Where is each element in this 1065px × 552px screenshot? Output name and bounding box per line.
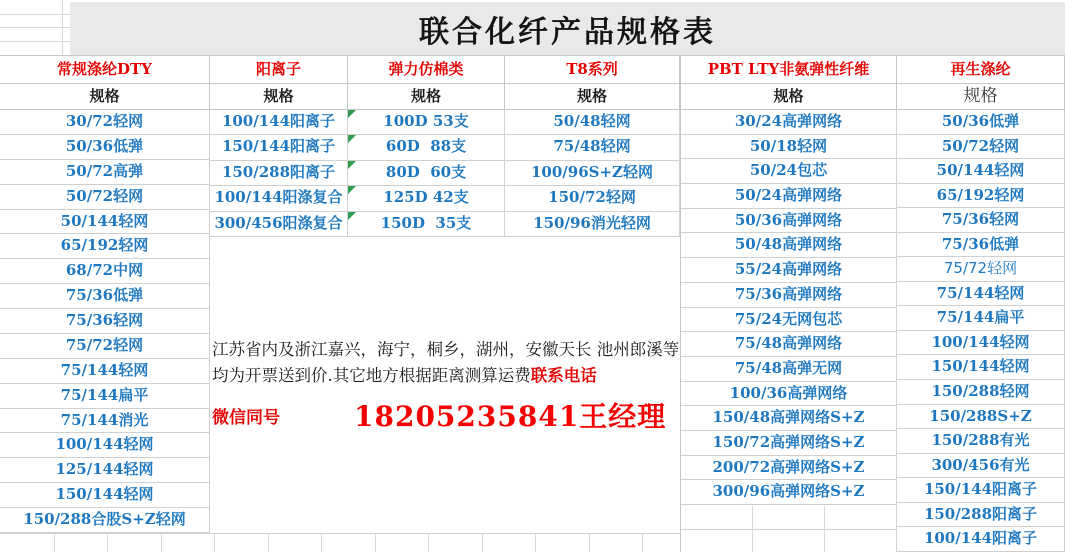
spec-cell[interactable]: 150/288合股S+Z轻网	[0, 508, 210, 533]
gridline	[535, 534, 536, 552]
spec-cell[interactable]: 100/144轻网	[0, 433, 210, 458]
spec-cell[interactable]: 65/192轻网	[0, 234, 210, 259]
gridline	[214, 534, 215, 552]
spec-cell[interactable]: 100D 53支	[348, 110, 505, 135]
spec-cell[interactable]: 300/456有光	[897, 454, 1065, 479]
column-header: 常规涤纶DTY	[0, 55, 210, 84]
delivery-note-text: 均为开票送到价.其它地方根据距离测算运费	[212, 366, 531, 385]
spec-cell[interactable]: 50/48轻网	[505, 110, 680, 135]
delivery-note-line1: 江苏省内及浙江嘉兴，海宁，桐乡，湖州，安徽天长 池州郎溪等	[212, 340, 680, 359]
spec-cell[interactable]: 150/288轻网	[897, 380, 1065, 405]
spec-cell[interactable]: 150/72高弹网络S+Z	[681, 431, 897, 456]
spec-cell[interactable]: 150/144阳离子	[897, 478, 1065, 503]
spec-cell[interactable]: 300/456阳涤复合	[210, 212, 348, 237]
empty-cell[interactable]	[681, 530, 897, 552]
gridline	[0, 27, 70, 28]
gridline	[268, 534, 269, 552]
spec-cell[interactable]: 50/72高弹	[0, 160, 210, 185]
contact-label: 联系电话	[530, 366, 597, 385]
spec-cell[interactable]: 50/72轻网	[0, 185, 210, 210]
column-header: PBT LTY非氨弹性纤维	[681, 55, 897, 84]
gridline	[752, 506, 753, 552]
spec-cell[interactable]: 150/288阳离子	[897, 503, 1065, 528]
spec-cell[interactable]: 75/48轻网	[505, 135, 680, 160]
spec-cell[interactable]: 65/192轻网	[897, 184, 1065, 209]
spec-cell[interactable]: 75/24无网包芯	[681, 308, 897, 333]
page-title: 联合化纤产品规格表	[419, 14, 716, 50]
spec-cell[interactable]: 50/144轻网	[0, 210, 210, 235]
spec-cell[interactable]: 50/144轻网	[897, 159, 1065, 184]
spec-cell[interactable]: 150/144阳离子	[210, 135, 348, 160]
spec-cell[interactable]: 100/36高弹网络	[681, 382, 897, 407]
gridline	[642, 534, 643, 552]
spec-cell[interactable]: 50/36高弹网络	[681, 209, 897, 234]
spec-cell[interactable]: 100/144阳离子	[897, 527, 1065, 552]
column-3	[348, 55, 505, 237]
spec-cell[interactable]: 75/144轻网	[0, 359, 210, 384]
excel-error-triangle-icon	[348, 212, 356, 220]
spec-cell[interactable]: 50/72轻网	[897, 135, 1065, 160]
column-5	[680, 55, 897, 552]
gridline	[0, 14, 70, 15]
spec-cell[interactable]: 50/36低弹	[0, 135, 210, 160]
phone-number: 18205235841王经理	[354, 400, 667, 433]
spec-cell[interactable]: 150/288有光	[897, 429, 1065, 454]
spec-cell[interactable]: 75/36轻网	[0, 309, 210, 334]
spec-cell[interactable]: 75/48高弹网络	[681, 332, 897, 357]
spec-cell[interactable]: 75/36高弹网络	[681, 283, 897, 308]
excel-error-triangle-icon	[348, 161, 356, 169]
spec-cell[interactable]: 100/96S+Z轻网	[505, 161, 680, 186]
excel-error-triangle-icon	[348, 186, 356, 194]
gridline	[824, 506, 825, 552]
spec-cell[interactable]: 125/144轻网	[0, 458, 210, 483]
gridline	[482, 534, 483, 552]
spec-cell[interactable]: 75/36低弹	[0, 284, 210, 309]
notes-area	[212, 337, 679, 432]
spec-cell[interactable]: 50/48高弹网络	[681, 233, 897, 258]
spec-cell[interactable]: 30/72轻网	[0, 110, 210, 135]
wechat-label: 微信同号	[212, 407, 280, 428]
spec-cell[interactable]: 300/96高弹网络S+Z	[681, 480, 897, 505]
spec-cell[interactable]: 75/72轻网	[897, 257, 1065, 282]
spec-cell[interactable]: 100/144阳涤复合	[210, 186, 348, 211]
delivery-note-line2	[212, 363, 679, 389]
column-subheader: 规格	[210, 84, 348, 110]
column-subheader: 规格	[505, 84, 680, 110]
spec-cell[interactable]: 75/144扁平	[897, 306, 1065, 331]
column-header: 再生涤纶	[897, 55, 1065, 84]
spec-cell[interactable]: 75/144消光	[0, 409, 210, 434]
column-subheader: 规格	[897, 84, 1065, 110]
gridline	[161, 534, 162, 552]
spec-cell[interactable]: 150/48高弹网络S+Z	[681, 406, 897, 431]
empty-cell[interactable]	[681, 505, 897, 530]
spec-cell[interactable]: 100/144轻网	[897, 331, 1065, 356]
gridline	[107, 534, 108, 552]
column-4	[505, 55, 680, 237]
spec-cell[interactable]: 150/144轻网	[0, 483, 210, 508]
excel-error-triangle-icon	[348, 110, 356, 118]
spec-cell[interactable]: 75/144扁平	[0, 384, 210, 409]
excel-error-triangle-icon	[348, 135, 356, 143]
gridline	[428, 534, 429, 552]
column-2	[210, 55, 348, 237]
spec-cell[interactable]: 50/24包芯	[681, 159, 897, 184]
column-1	[0, 55, 210, 533]
column-header: 阳离子	[210, 55, 348, 84]
spec-cell[interactable]: 30/24高弹网络	[681, 110, 897, 135]
spec-cell[interactable]: 75/36低弹	[897, 233, 1065, 258]
gridline	[62, 0, 63, 55]
bottom-grid-strip	[0, 533, 680, 552]
spec-cell[interactable]: 125D 42支	[348, 186, 505, 211]
spec-cell[interactable]: 150D 35支	[348, 212, 505, 237]
spec-cell[interactable]: 150/72轻网	[505, 186, 680, 211]
column-subheader: 规格	[0, 84, 210, 110]
gridline	[0, 41, 70, 42]
column-header: T8系列	[505, 55, 680, 84]
spec-cell[interactable]: 150/288S+Z	[897, 405, 1065, 430]
spec-cell[interactable]: 100/144阳离子	[210, 110, 348, 135]
spec-cell[interactable]: 150/288阳离子	[210, 161, 348, 186]
spec-cell[interactable]: 55/24高弹网络	[681, 258, 897, 283]
spec-cell[interactable]: 50/36低弹	[897, 110, 1065, 135]
spec-cell[interactable]: 50/18轻网	[681, 135, 897, 160]
spec-cell[interactable]: 60D 88支	[348, 135, 505, 160]
spec-cell[interactable]: 200/72高弹网络S+Z	[681, 456, 897, 481]
spec-cell[interactable]: 68/72中网	[0, 259, 210, 284]
gridline	[321, 534, 322, 552]
spec-cell[interactable]: 75/36轻网	[897, 208, 1065, 233]
gridline	[589, 534, 590, 552]
spec-cell[interactable]: 75/72轻网	[0, 334, 210, 359]
spec-cell[interactable]: 150/96消光轻网	[505, 212, 680, 237]
column-header: 弹力仿棉类	[348, 55, 505, 84]
contact-row	[212, 398, 679, 432]
spec-cell[interactable]: 50/24高弹网络	[681, 184, 897, 209]
column-6	[897, 55, 1065, 552]
column-subheader: 规格	[681, 84, 897, 110]
gridline	[54, 534, 55, 552]
spec-cell[interactable]: 75/144轻网	[897, 282, 1065, 307]
column-subheader: 规格	[348, 84, 505, 110]
spec-cell[interactable]: 150/144轻网	[897, 355, 1065, 380]
spec-cell[interactable]: 75/48高弹无网	[681, 357, 897, 382]
spec-cell[interactable]: 80D 60支	[348, 161, 505, 186]
gridline	[375, 534, 376, 552]
title-band	[70, 2, 1065, 55]
